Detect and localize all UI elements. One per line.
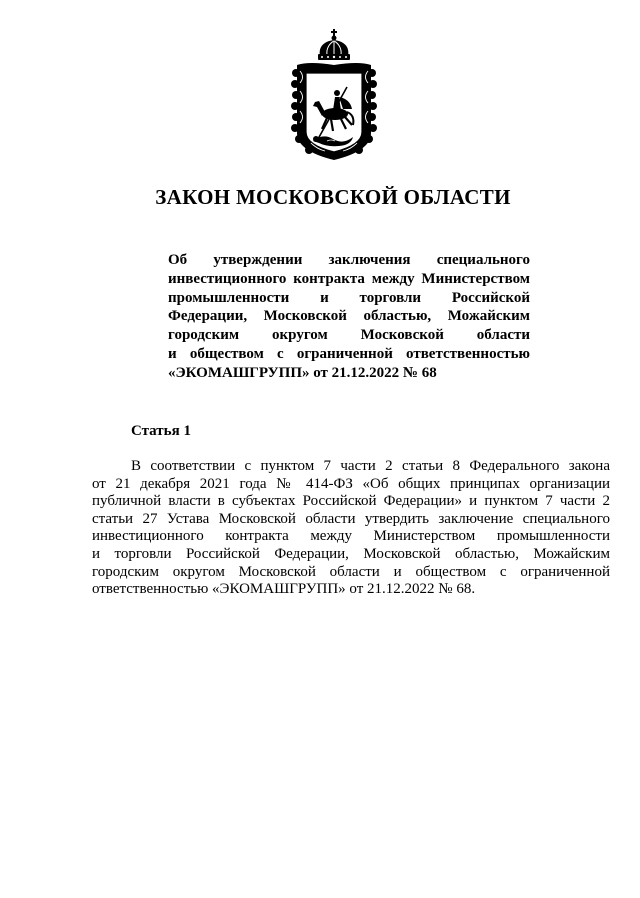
article-line: публичной власти в субъектах Российской Федерации» и пунктом 7 части 2 bbox=[92, 493, 610, 510]
article-line: статьи 27 Устава Московской области утвердить заключение специального bbox=[92, 510, 610, 527]
article-line: В соответствии с пунктом 7 части 2 статьи 8 Федерального закона bbox=[131, 458, 610, 474]
law-title: ЗАКОН МОСКОВСКОЙ ОБЛАСТИ bbox=[155, 185, 511, 209]
subject-line: Федерации, Московской областью, Можайским bbox=[168, 308, 530, 325]
law-subject bbox=[168, 251, 530, 383]
subject-line: инвестиционного контракта между Министерством bbox=[168, 270, 530, 287]
article-line: городским округом Московской области и обществом с ограниченной bbox=[92, 563, 610, 580]
coat-of-arms-icon bbox=[289, 29, 379, 161]
article-body bbox=[92, 458, 610, 599]
article-line: ответственностью «ЭКОМАШГРУПП» от 21.12.2022 № 68. bbox=[92, 581, 476, 598]
subject-line: и обществом с ограниченной ответственностью bbox=[168, 345, 530, 362]
subject-line: городским округом Московской области bbox=[168, 327, 530, 344]
subject-line: Об утверждении заключения специального bbox=[168, 252, 530, 268]
article-line: инвестиционного контракта между Министерством промышленности bbox=[92, 528, 610, 545]
subject-line: «ЭКОМАШГРУПП» от 21.12.2022 № 68 bbox=[168, 364, 437, 381]
subject-line: промышленности и торговли Российской bbox=[168, 289, 530, 306]
article-line: и торговли Российской Федерации, Московской областью, Можайским bbox=[92, 545, 610, 562]
article-heading: Статья 1 bbox=[131, 423, 191, 439]
article-line: от 21 декабря 2021 года № 414-ФЗ «Об общих принципах организации bbox=[92, 475, 610, 492]
